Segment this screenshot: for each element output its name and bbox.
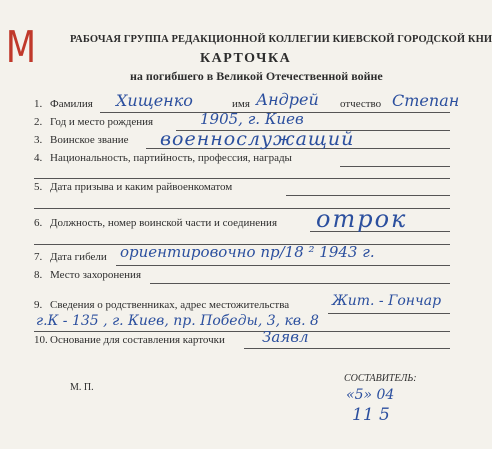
compile-date-handwritten-2: 11 5 [352, 405, 390, 425]
field-9-number: 9. [34, 299, 43, 311]
field-8-number: 8. [34, 269, 43, 281]
field-7-line [116, 265, 450, 266]
birth-handwritten: 1905, г. Киев [200, 110, 304, 128]
unit-handwritten: отрок [316, 205, 408, 233]
card-subtitle: на погибшего в Великой Отечественной войне [130, 69, 383, 83]
field-4-line [340, 166, 450, 167]
field-7-number: 7. [34, 251, 43, 263]
stamp-place-label: М. П. [70, 382, 94, 393]
field-2-number: 2. [34, 116, 43, 128]
compile-date-handwritten: «5» 04 [346, 387, 395, 403]
field-9-line [328, 313, 450, 314]
field-5-line [286, 195, 450, 196]
corner-mark: М [5, 22, 37, 73]
field-10-number: 10. [34, 334, 48, 346]
field-8-line [150, 283, 450, 284]
field-10-label: Основание для составления карточки [50, 334, 225, 346]
field-8-label: Место захоронения [50, 269, 141, 281]
field-3-number: 3. [34, 134, 43, 146]
card-title: КАРТОЧКА [200, 51, 292, 66]
field-6-label: Должность, номер воинской части и соединения [50, 217, 277, 229]
field-10-line [244, 348, 450, 349]
field-4-number: 4. [34, 152, 43, 164]
basis-handwritten: Заявл [262, 328, 309, 346]
compiler-label: СОСТАВИТЕЛЬ: [344, 373, 417, 384]
relatives-handwritten-2: г.К - 135 , г. Киев, пр. Победы, 3, кв. 8 [36, 313, 319, 329]
surname-handwritten: Хищенко [116, 91, 193, 110]
field-9-label: Сведения о родственниках, адрес местожительства [50, 299, 290, 311]
header-group-line: РАБОЧАЯ ГРУППА РЕДАКЦИОННОЙ КОЛЛЕГИИ КИЕВСКОЙ ГОРОДСКОЙ КНИ [70, 34, 492, 45]
field-3-label: Воинское звание [50, 134, 129, 146]
first-name-handwritten: Андрей [256, 90, 319, 109]
field-1-label: Фамилия [50, 98, 93, 110]
field-4-line-2 [34, 178, 450, 179]
patronymic-handwritten: Степан [392, 91, 460, 110]
field-2-label: Год и место рождения [50, 116, 154, 128]
field-5-label: Дата призыва и каким райвоенкоматом [50, 181, 233, 193]
rank-handwritten: военнослужащий [160, 128, 355, 150]
field-9-line-2 [34, 331, 450, 332]
relatives-handwritten-1: Жит. - Гончар [332, 293, 442, 309]
field-5-number: 5. [34, 181, 43, 193]
field-7-label: Дата гибели [50, 251, 107, 263]
death-date-handwritten: ориентировочно пр/18 ² 1943 г. [120, 243, 375, 261]
field-1-patronymic-label: отчество [340, 98, 382, 110]
field-1-number: 1. [34, 98, 43, 110]
field-4-label: Национальность, партийность, профессия, награды [50, 152, 292, 164]
field-1-name-label: имя [232, 98, 250, 110]
field-6-number: 6. [34, 217, 43, 229]
